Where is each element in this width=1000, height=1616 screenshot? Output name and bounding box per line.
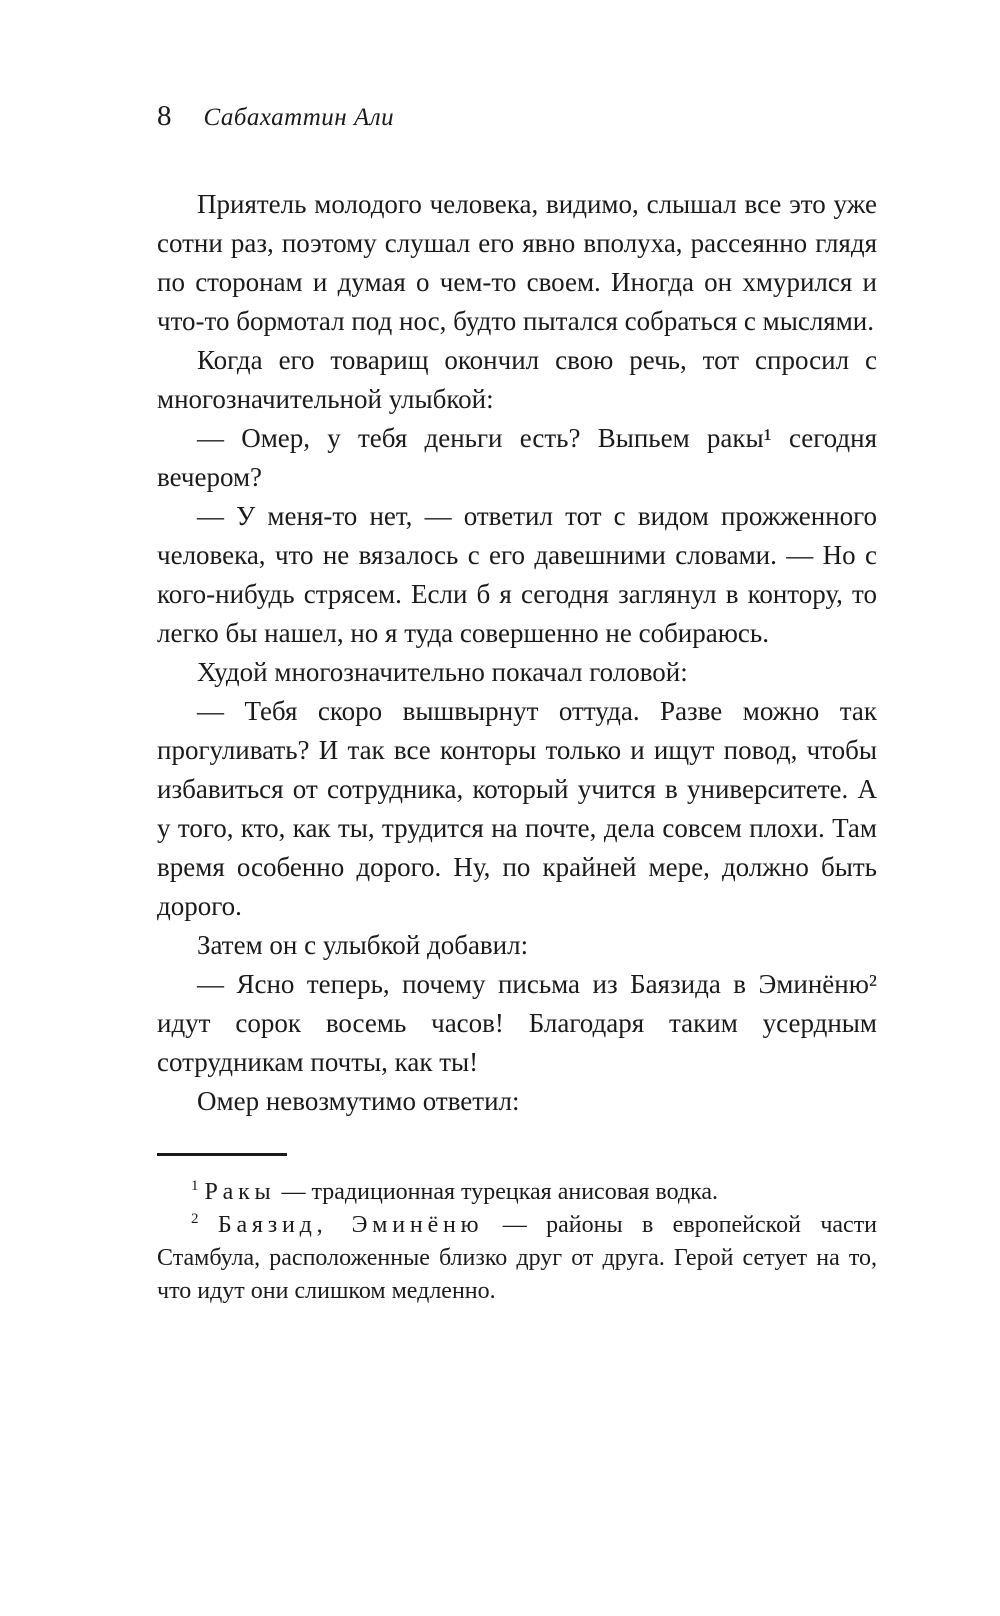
paragraph-3: — Омер, у тебя деньги есть? Выпьем ракы¹ сегодня вечером?	[157, 423, 877, 492]
footnote-2	[157, 1209, 877, 1308]
paragraph-9: Омер невозмутимо ответил:	[197, 1086, 520, 1116]
footnote-1-marker: 1	[191, 1178, 199, 1194]
body-text	[157, 185, 877, 1121]
footnote-2-marker: 2	[191, 1211, 199, 1227]
page-number: 8	[157, 100, 172, 132]
page-header	[157, 100, 877, 133]
paragraph-8: — Ясно теперь, почему письма из Баязида в Эминёню² идут сорок восемь часов! Благодаря таким усердным сотрудникам почты, как ты!	[157, 969, 877, 1077]
footnote-area	[157, 1153, 877, 1308]
footnote-rule	[157, 1153, 287, 1156]
footnote-1-term: Ракы	[204, 1179, 276, 1205]
paragraph-4: — У меня-то нет, — ответил тот с видом прожженного человека, что не вязалось с его давешними словами. — Но с кого-нибудь стрясем. Если б я сегодня заглянул в контору, то легко бы нашел, но я туда совершенно не собираюсь.	[157, 501, 877, 648]
paragraph-7: Затем он с улыбкой добавил:	[197, 930, 529, 960]
footnote-2-text: — районы в европейской части Стамбула, расположенные близко друг от друга. Герой сетует на то, что идут они слишком медленно.	[157, 1212, 878, 1304]
footnote-2-term: Баязид, Эминёню	[217, 1212, 484, 1238]
running-head: Сабахаттин Али	[203, 104, 395, 131]
footnote-1-text: — традиционная турецкая анисовая водка.	[281, 1179, 719, 1205]
paragraph-1: Приятель молодого человека, видимо, слышал все это уже сотни раз, поэтому слушал его явно вполуха, рассеянно глядя по сторонам и думая о чем-то своем. Иногда он хмурился и что-то бормотал под нос, будто пытался собраться с мыслями.	[157, 189, 877, 336]
paragraph-6: — Тебя скоро вышвырнут оттуда. Разве можно так прогуливать? И так все конторы только и ищут повод, чтобы избавиться от сотрудника, который учится в университете. А у того, кто, как ты, трудится на почте, дела совсем плохи. Там время особенно дорого. Ну, по крайней мере, должно быть дорого.	[157, 696, 877, 921]
paragraph-2: Когда его товарищ окончил свою речь, тот спросил с многозначительной улыбкой:	[157, 345, 877, 414]
paragraph-5: Худой многозначительно покачал головой:	[197, 657, 688, 687]
footnote-1	[157, 1176, 877, 1209]
page-content	[157, 100, 877, 1308]
